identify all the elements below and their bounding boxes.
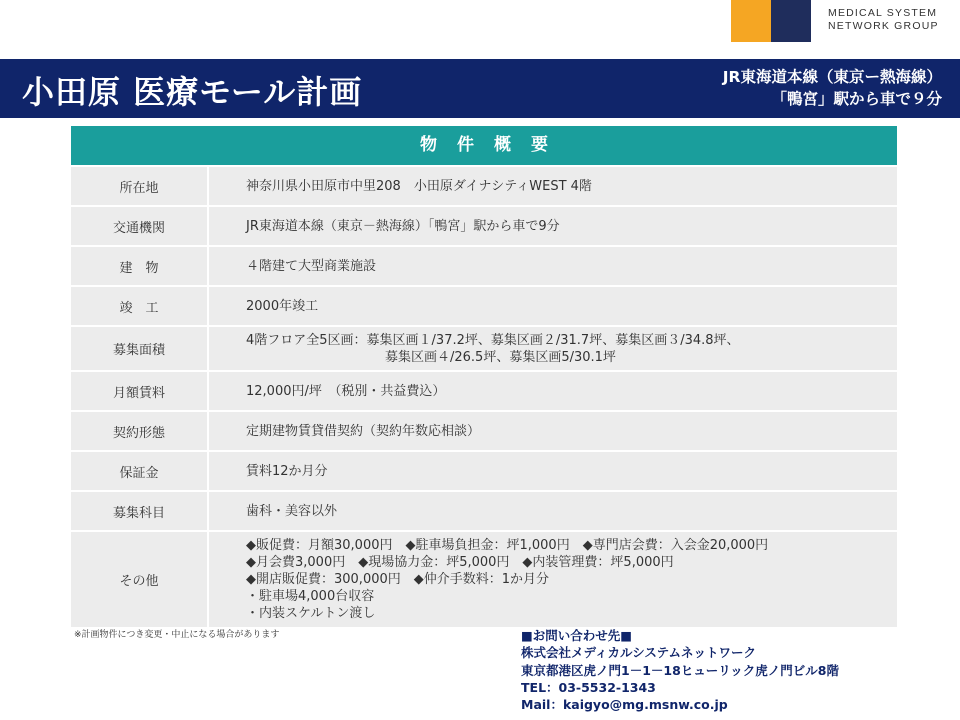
table-row-building xyxy=(71,245,897,285)
row-value-line: 神奈川県小田原市中里208 小田原ダイナシティWEST 4階 xyxy=(246,178,592,194)
disclaimer-note: ※計画物件につき変更・中止になる場合があります xyxy=(74,630,280,640)
contact-heading: ■お問い合わせ先■ xyxy=(521,628,633,643)
row-value xyxy=(209,412,897,450)
access-summary xyxy=(723,66,942,110)
contact-info xyxy=(521,627,839,713)
table-row-completion xyxy=(71,285,897,325)
row-value xyxy=(209,372,897,410)
table-row-deposit xyxy=(71,450,897,490)
contact-company: 株式会社メディカルシステムネットワーク xyxy=(521,645,756,661)
row-label: 所在地 xyxy=(71,167,209,205)
table-row-rent xyxy=(71,370,897,410)
row-value-line: ◆月会費3,000円 ◆現場協力金：坪5,000円 ◆内装管理費：坪5,000円 xyxy=(246,555,674,570)
row-value xyxy=(209,452,897,490)
row-label: 交通機関 xyxy=(71,207,209,245)
page-title: 小田原 医療モール計画 xyxy=(22,73,363,111)
brand-line-1: MEDICAL SYSTEM xyxy=(828,7,938,19)
table-row-area xyxy=(71,325,897,370)
row-label: 保証金 xyxy=(71,452,209,490)
row-value-line: 歯科・美容以外 xyxy=(246,503,338,519)
row-value-line: 2000年竣工 xyxy=(246,298,319,314)
row-value-line: 募集区画４/26.5坪、募集区画5/30.1坪 xyxy=(385,349,616,365)
row-label: 竣 工 xyxy=(71,287,209,325)
logo-navy-block xyxy=(771,0,811,42)
row-value-line: ・内装スケルトン渡し xyxy=(246,606,376,621)
row-label: その他 xyxy=(71,532,209,627)
access-line-1: JR東海道本線（東京ー熱海線） xyxy=(722,68,942,86)
row-label: 月額賃料 xyxy=(71,372,209,410)
row-value-line: ・駐車場4,000台収容 xyxy=(246,589,375,604)
table-row-contract xyxy=(71,410,897,450)
contact-address: 東京都港区虎ノ門1－1－18ヒューリック虎ノ門ビル8階 xyxy=(521,662,839,678)
row-value-line: 賃料12か月分 xyxy=(246,463,328,479)
row-value xyxy=(209,167,897,205)
row-value xyxy=(209,532,897,627)
row-value-line: JR東海道本線（東京－熱海線）「鴨宮」駅から車で9分 xyxy=(246,218,560,234)
access-line-2: 「鴨宮」駅から車で９分 xyxy=(771,90,942,108)
table-row-location xyxy=(71,165,897,205)
table-row-departments xyxy=(71,490,897,530)
row-value-line: 4階フロア全5区画：募集区画１/37.2坪、募集区画２/31.7坪、募集区画３/34.8坪、 xyxy=(246,332,740,348)
contact-mail: Mail：kaigyo@mg.msnw.co.jp xyxy=(521,697,728,713)
row-label: 建 物 xyxy=(71,247,209,285)
row-value-line: ４階建て大型商業施設 xyxy=(246,258,377,274)
row-value xyxy=(209,207,897,245)
logo-orange-block xyxy=(731,0,771,42)
row-value-line: ◆販促費：月額30,000円 ◆駐車場負担金：坪1,000円 ◆専門店会費：入会金20,000円 xyxy=(246,538,769,553)
row-value xyxy=(209,247,897,285)
row-value xyxy=(209,287,897,325)
contact-tel: TEL：03-5532-1343 xyxy=(521,679,656,695)
property-overview-table xyxy=(71,126,897,627)
row-value-line: 定期建物賃貸借契約（契約年数応相談） xyxy=(246,423,481,439)
row-value-line: ◆開店販促費：300,000円 ◆仲介手数料：1か月分 xyxy=(246,572,550,587)
row-label: 契約形態 xyxy=(71,412,209,450)
row-value xyxy=(209,492,897,530)
row-value xyxy=(209,327,897,370)
row-label: 募集科目 xyxy=(71,492,209,530)
brand-line-2: NETWORK GROUP xyxy=(828,20,939,32)
table-row-other xyxy=(71,530,897,627)
row-value-line: 12,000円/坪 （税別・共益費込） xyxy=(246,383,446,399)
brand-logo-text xyxy=(828,7,939,33)
table-header: 物件概要 xyxy=(71,126,897,165)
title-banner xyxy=(0,59,960,118)
row-label: 募集面積 xyxy=(71,327,209,370)
table-row-transport xyxy=(71,205,897,245)
